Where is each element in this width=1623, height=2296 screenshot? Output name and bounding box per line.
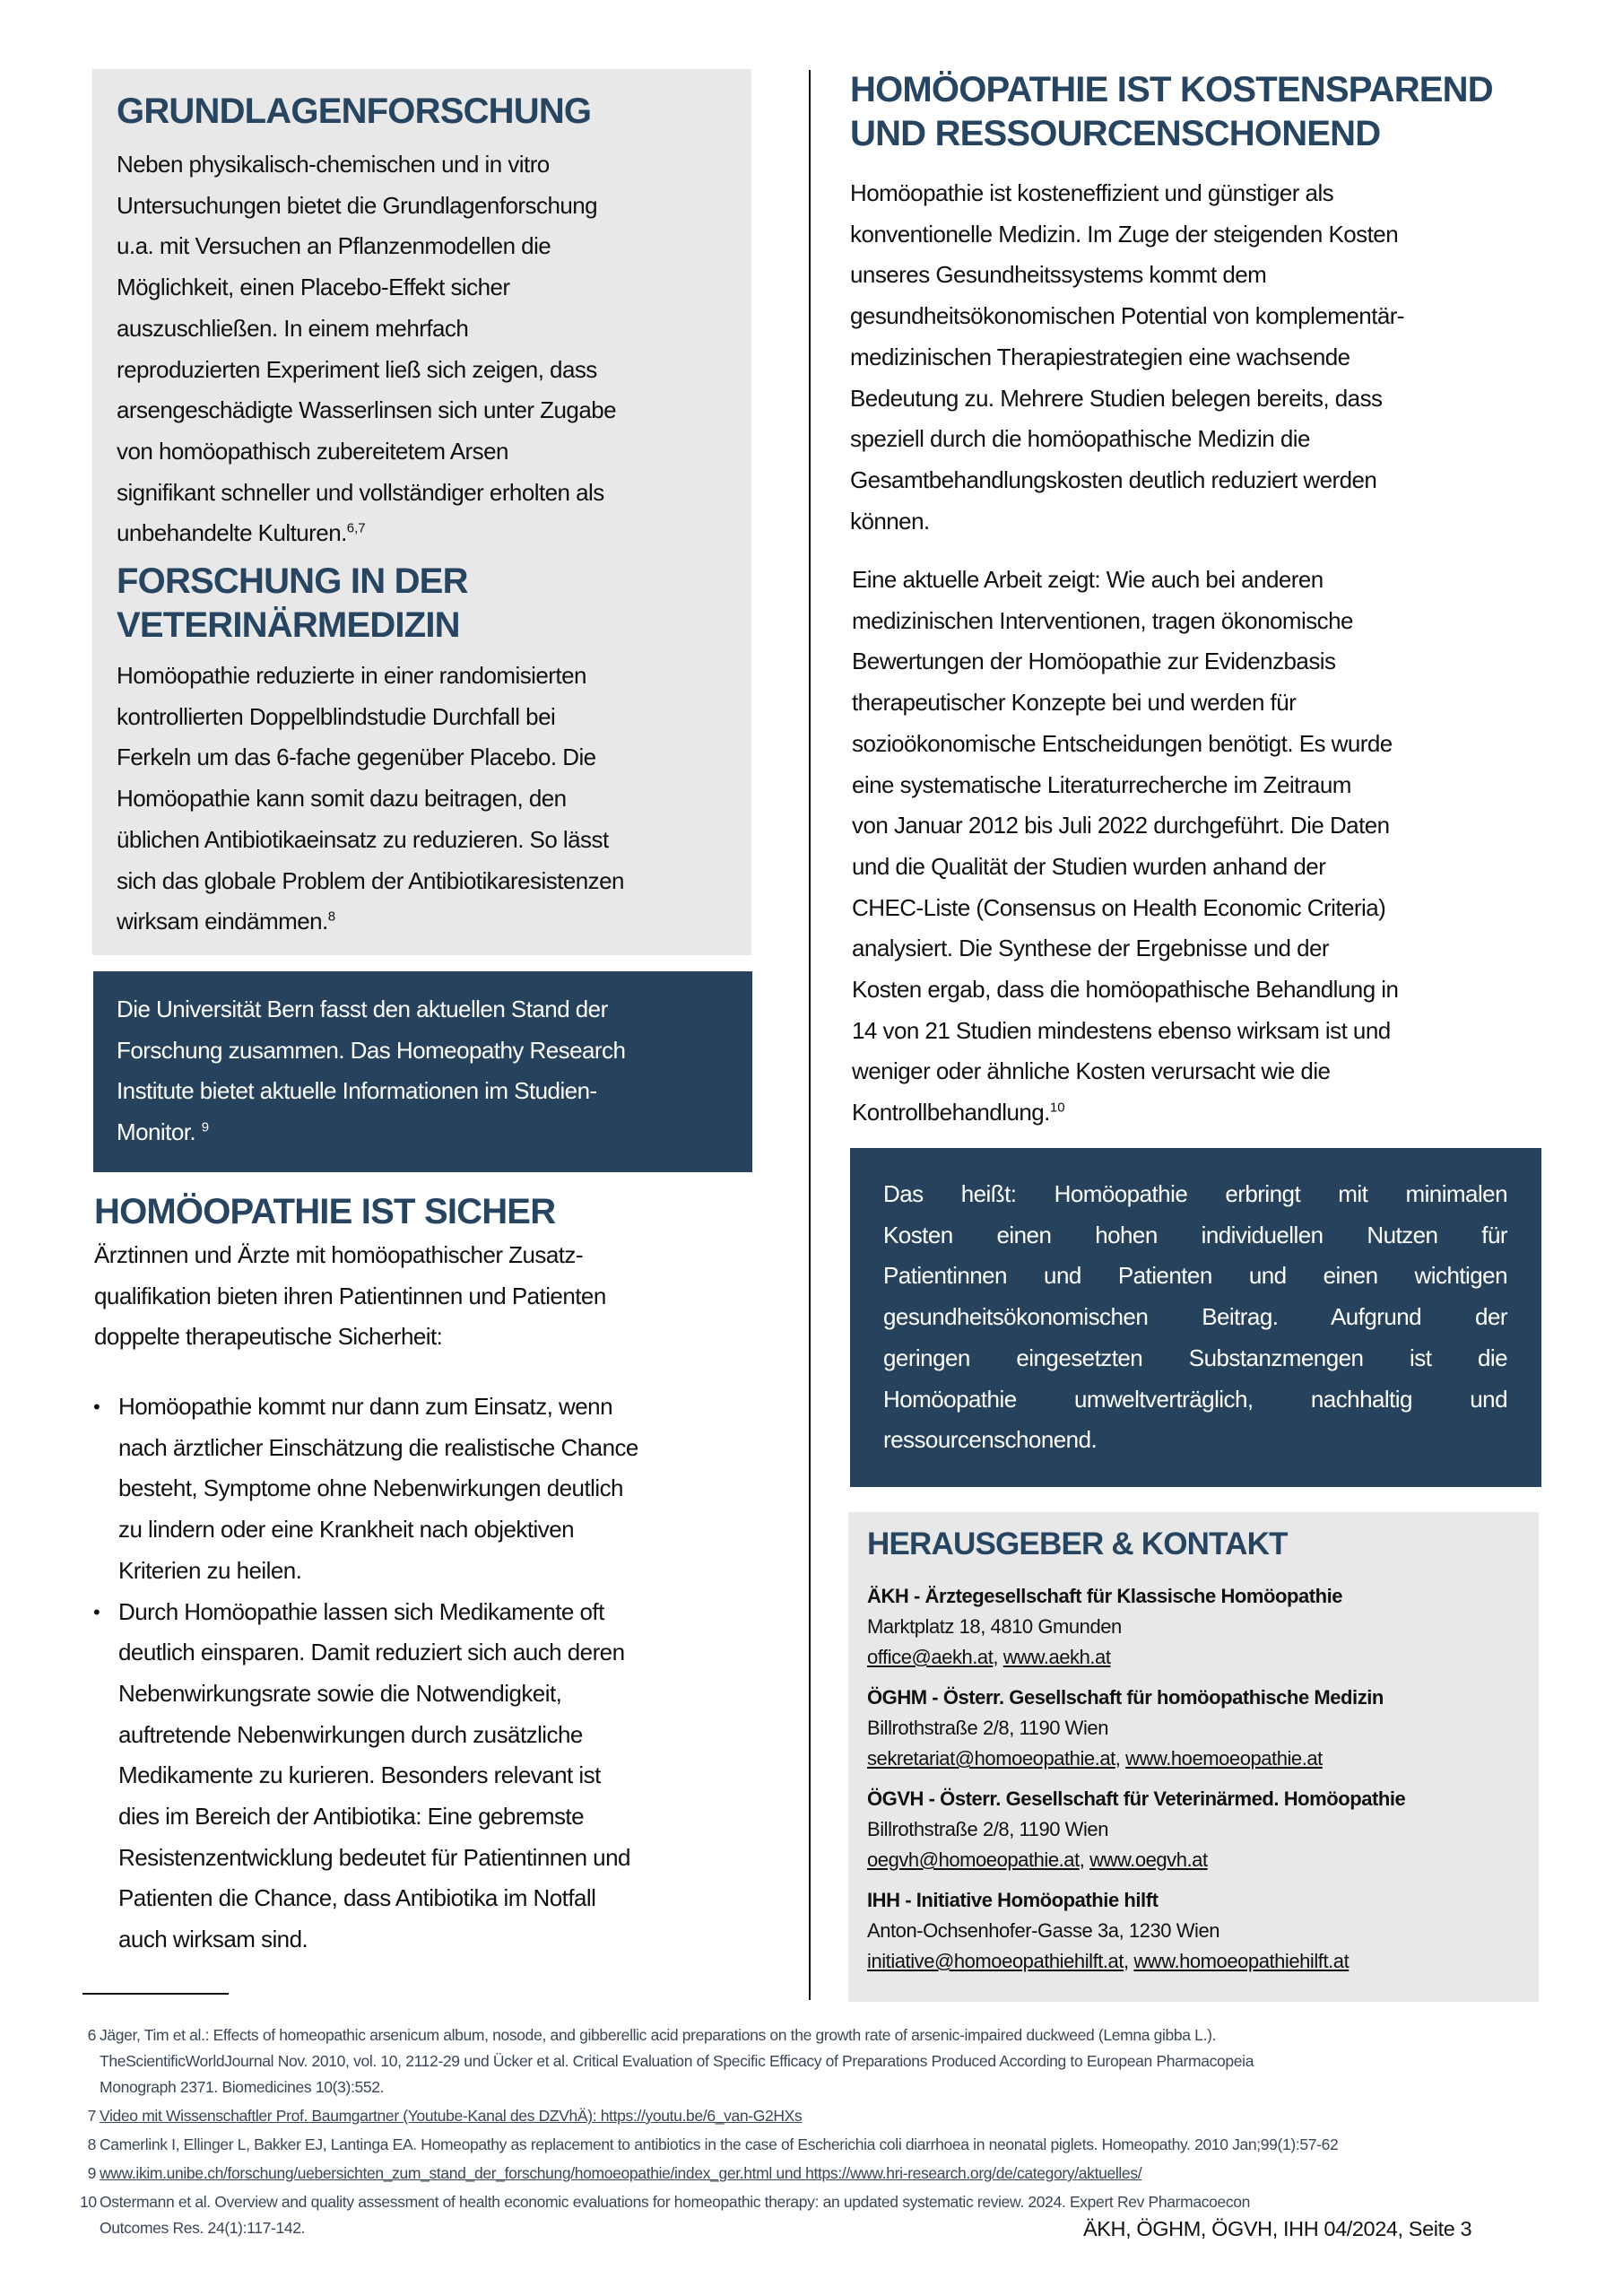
footnote-7: 7 Video mit Wissenschaftler Prof. Baumgartner (Youtube-Kanal des DZVhÄ): https://youtu.be/6_van-G2HXs xyxy=(87,2107,803,2125)
bullet-icon: • xyxy=(93,1600,100,1623)
kosten-paragraph-1: Homöopathie ist kosteneffizient und günstiger als konventionelle Medizin. Im Zuge der steigenden Kosten unseres Gesundheitssystems kommt dem gesundheitsökonomischen Potential von komplementär- medizinischen Therapiestrategien eine wachsende Bedeutung zu. Mehrere Studien belegen bereits, dass speziell durch die homöopathische Medizin die Gesamtbehandlungskosten deutlich reduziert werden können. xyxy=(850,179,1404,535)
email-link[interactable]: sekretariat@homoeopathie.at xyxy=(867,1747,1115,1770)
sicher-intro: Ärztinnen und Ärzte mit homöopathischer Zusatz- qualifikation bieten ihren Patientinnen und Patienten doppelte therapeutische Sicherheit: xyxy=(94,1241,606,1351)
contact-group-aekh: ÄKH - Ärztegesellschaft für Klassische Homöopathie Marktplatz 18, 4810 Gmunden office@aekh.at, www.aekh.at xyxy=(867,1581,1531,1673)
email-link[interactable]: oegvh@homoeopathie.at xyxy=(867,1848,1080,1871)
contact-group-oeghm: ÖGHM - Österr. Gesellschaft für homöopathische Medizin Billrothstraße 2/8, 1190 Wien sekretariat@homoeopathie.at, www.hoemoeopathie.at xyxy=(867,1683,1531,1774)
email-link[interactable]: office@aekh.at xyxy=(867,1646,994,1668)
footnote-6: 6 Jäger, Tim et al.: Effects of homeopathic arsenicum album, nosode, and gibberellic acid preparations on the growth rate of arsenic-impaired duckweed (Lemna gibba L.). TheScientificWorldJournal Nov. 2010, vol. 10, 2112-29 und Ücker et al. Critical Evaluation of Specific Efficacy of Preparations Produced According to European Pharmacopeia Monograph 2371. Biomedicines 10(3):552. xyxy=(87,2026,1254,2096)
org-address: Billrothstraße 2/8, 1190 Wien xyxy=(867,1717,1109,1739)
footnote-ref-6-7[interactable]: 6,7 xyxy=(346,520,366,536)
grundlagen-paragraph: Neben physikalisch-chemischen und in vitro Untersuchungen bietet die Grundlagenforschung u.a. mit Versuchen an Pflanzenmodellen die Möglichkeit, einen Placebo-Effekt sicher auszuschließen. In einem mehrfach reproduzierten Experiment ließ sich zeigen, dass arsengeschädigte Wasserlinsen sich unter Zugabe von homöopathisch zubereitetem Arsen signifikant schneller und vollständiger erholten als unbehandelte Kulturen.$^{6,7}$ xyxy=(117,151,617,547)
bullet-item: • Durch Homöopathie lassen sich Medikamente oft deutlich einsparen. Damit reduziert sich auch deren Nebenwirkungsrate sowie die Notwendigkeit, auftretende Nebenwirkungen durch zusätzliche Medikamente zu kurieren. Besonders relevant ist dies im Bereich der Antibiotika: Eine gebremste Resistenzentwicklung bedeutet für Patientinnen und Patienten die Chance, dass Antibiotika im Notfall auch wirksam sind. xyxy=(118,1592,759,1961)
veterinaer-paragraph: Homöopathie reduzierte in einer randomisierten kontrollierten Doppelblindstudie Durchfall bei Ferkeln um das 6-fache gegenüber Placebo. Die Homöopathie kann somit dazu beitragen, den üblichen Antibiotikaeinsatz zu reduzieren. So lässt sich das globale Problem der Antibiotikaresistenzen wirksam eindämmen.$^8$ xyxy=(117,662,624,935)
org-name: ÖGHM - Österr. Gesellschaft für homöopathische Medizin xyxy=(867,1686,1384,1709)
web-link[interactable]: www.oegvh.at xyxy=(1089,1848,1208,1871)
section-heading-kontakt: HERAUSGEBER & KONTAKT xyxy=(867,1526,1288,1561)
kosten-paragraph-2: Eine aktuelle Arbeit zeigt: Wie auch bei anderen medizinischen Interventionen, tragen ökonomische Bewertungen der Homöopathie zur Evidenzbasis therapeutischer Konzepte bei und werden für sozioökonomische Entscheidungen benötigt. Es wurde eine systematische Literaturrecherche im Zeitraum von Januar 2012 bis Juli 2022 durchgeführt. Die Daten und die Qualität der Studien wurden anhand der CHEC-Liste (Consensus on Health Economic Criteria) analysiert. Die Synthese der Ergebnisse und der Kosten ergab, dass die homöopathische Behandlung in 14 von 21 Studien mindestens ebenso wirksam ist und weniger oder ähnliche Kosten verursacht wie die Kontrollbehandlung.$^{10}$ xyxy=(852,566,1399,1126)
page-footer: ÄKH, ÖGHM, ÖGVH, IHH 04/2024, Seite 3 xyxy=(1083,2217,1472,2240)
web-link[interactable]: www.homoeopathiehilft.at xyxy=(1133,1950,1350,1972)
section-heading-veterinaermedizin: FORSCHUNG IN DER VETERINÄRMEDIZIN xyxy=(117,561,468,645)
summary-text: Das heißt: Homöopathie erbringt mit minimalen Kosten einen hohen individuellen Nutzen für Patientinnen und Patienten und einen wichtigen gesundheitsökonomischen Beitrag. Aufgrund der geringen eingesetzten Substanzmengen ist die Homöopathie umweltverträglich, nachhaltig und ressourcenschonend. xyxy=(883,1180,1507,1454)
bullet-icon: • xyxy=(93,1396,100,1418)
footnote-separator xyxy=(82,1993,229,1995)
section-heading-kostensparend: HOMÖOPATHIE IST KOSTENSPAREND UND RESSOURCENSCHONEND xyxy=(850,70,1493,153)
contact-group-oegvh: ÖGVH - Österr. Gesellschaft für Veterinärmed. Homöopathie Billrothstraße 2/8, 1190 Wien oegvh@homoeopathie.at, www.oegvh.at xyxy=(867,1784,1531,1875)
org-name: ÄKH - Ärztegesellschaft für Klassische Homöopathie xyxy=(867,1585,1343,1607)
footnotes xyxy=(80,2022,1552,2244)
footnote-10: 10 Ostermann et al. Overview and quality assessment of health economic evaluations for homeopathic therapy: an updated systematic review. 2024. Expert Rev Pharmacoecon Outcomes Res. 24(1):117-142. xyxy=(80,2193,1251,2237)
web-link[interactable]: www.aekh.at xyxy=(1002,1646,1111,1668)
footnote-ref-10[interactable]: 10 xyxy=(1049,1100,1065,1116)
org-address: Marktplatz 18, 4810 Gmunden xyxy=(867,1615,1122,1638)
section-heading-grundlagenforschung: GRUNDLAGENFORSCHUNG xyxy=(117,91,592,131)
column-divider xyxy=(809,70,811,2000)
footnote-9: 9 www.ikim.unibe.ch/forschung/uebersichten_zum_stand_der_forschung/homoeopathie/index_ger.html und https://www.hri-research.org/de/category/aktuelles/ xyxy=(87,2164,1142,2182)
ikim-link[interactable]: www.ikim.unibe.ch/forschung/uebersichten_zum_stand_der_forschung/homoeopathie/index_ger.html xyxy=(100,2164,772,2182)
org-address: Anton-Ochsenhofer-Gasse 3a, 1230 Wien xyxy=(867,1919,1220,1942)
org-name: ÖGVH - Österr. Gesellschaft für Veterinärmed. Homöopathie xyxy=(867,1787,1406,1810)
footnote-ref-8[interactable]: 8 xyxy=(327,909,336,925)
bern-info-text: Die Universität Bern fasst den aktuellen Stand der Forschung zusammen. Das Homeopathy Research Institute bietet aktuelle Informationen im Studien- Monitor. $^9$ xyxy=(117,996,626,1146)
hri-link[interactable]: https://www.hri-research.org/de/category/aktuelles/ xyxy=(805,2164,1142,2182)
sicher-bullet-list xyxy=(93,1387,759,1961)
org-address: Billrothstraße 2/8, 1190 Wien xyxy=(867,1818,1109,1840)
contact-list xyxy=(867,1581,1531,1987)
contact-group-ihh: IHH - Initiative Homöopathie hilft Anton-Ochsenhofer-Gasse 3a, 1230 Wien initiative@homoeopathiehilft.at, www.homoeopathiehilft.at xyxy=(867,1885,1531,1977)
footnote-ref-9[interactable]: 9 xyxy=(201,1119,210,1135)
bullet-item: • Homöopathie kommt nur dann zum Einsatz, wenn nach ärztlicher Einschätzung die realistische Chance besteht, Symptome ohne Nebenwirkungen deutlich zu lindern oder eine Krankheit nach objektiven Kriterien zu heilen. xyxy=(118,1387,759,1592)
section-heading-sicher: HOMÖOPATHIE IST SICHER xyxy=(94,1192,556,1231)
web-link[interactable]: www.hoemoeopathie.at xyxy=(1125,1747,1323,1770)
video-link[interactable]: Video mit Wissenschaftler Prof. Baumgartner (Youtube-Kanal des DZVhÄ): https://youtu.be/6_van-G2HXs xyxy=(100,2107,803,2125)
email-link[interactable]: initiative@homoeopathiehilft.at xyxy=(867,1950,1124,1972)
org-name: IHH - Initiative Homöopathie hilft xyxy=(867,1889,1159,1911)
footnote-8: 8 Camerlink I, Ellinger L, Bakker EJ, Lantinga EA. Homeopathy as replacement to antibiotics in the case of Escherichia coli diarrhoea in neonatal piglets. Homeopathy. 2010 Jan;99(1):57-62 xyxy=(87,2135,1339,2153)
